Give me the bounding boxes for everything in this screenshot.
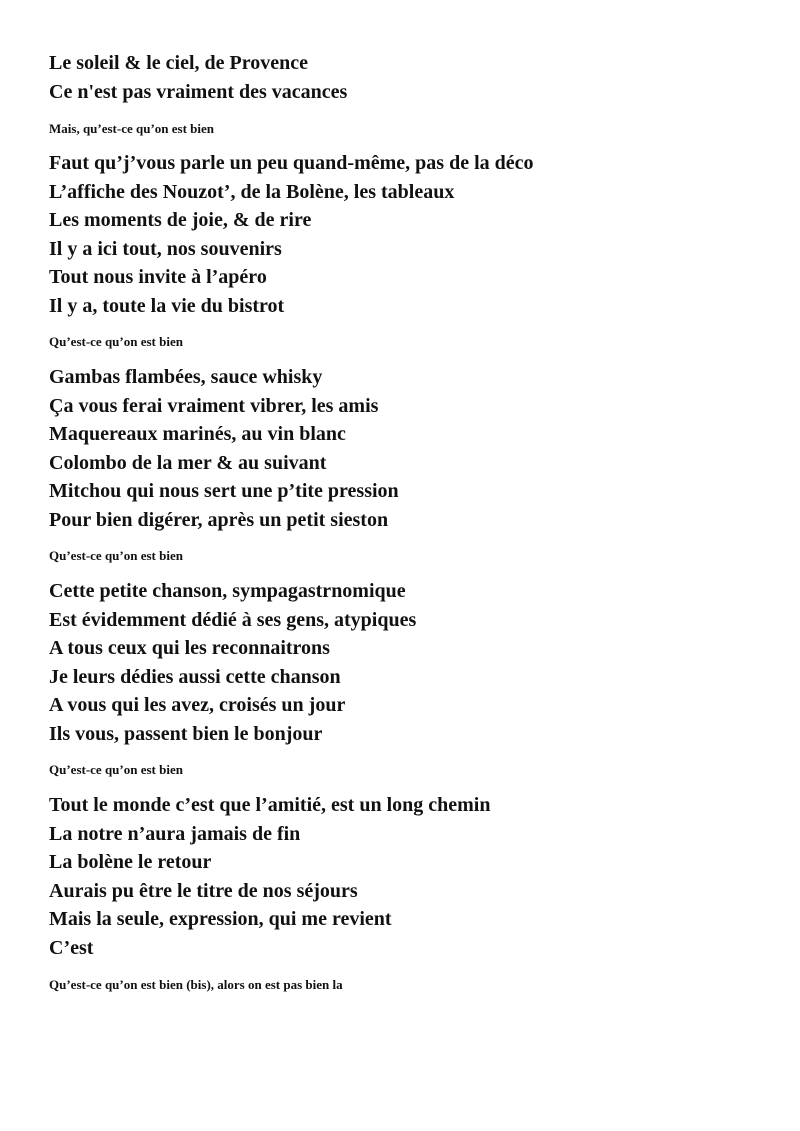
stanza-2 [49,149,769,320]
lyric-line: Le soleil & le ciel, de Provence [49,52,308,74]
refrain-line: Qu’est-ce qu’on est bien (bis), alors on est pas bien la [49,977,343,992]
lyric-line: Maquereaux marinés, au vin blanc [49,423,346,445]
lyric-line: Mitchou qui nous sert une p’tite pression [49,480,399,502]
lyric-line: A tous ceux qui les reconnaitrons [49,637,330,659]
lyric-line: Est évidemment dédié à ses gens, atypiques [49,608,417,631]
refrain-line: Mais, qu’est-ce qu’on est bien [49,121,215,136]
lyric-line: Aurais pu être le titre de nos séjours [49,879,358,902]
lyric-line: Tout nous invite à l’apéro [49,266,267,288]
lyric-line: Je leurs dédies aussi cette chanson [49,665,341,688]
lyric-line: Ce n'est pas vraiment des vacances [49,80,348,103]
stanza-3 [49,363,769,534]
lyric-line: Mais la seule, expression, qui me revient [49,908,392,930]
lyric-line: L’affiche des Nouzot’, de la Bolène, les tableaux [49,180,455,203]
stanza-5 [49,791,769,962]
lyrics-page [49,49,769,993]
lyric-line: Ça vous ferai vraiment vibrer, les amis [49,394,379,417]
lyric-line: C’est [49,936,94,959]
lyric-line: Cette petite chanson, sympagastrnomique [49,580,406,602]
stanza-1 [49,49,769,106]
lyric-line: Les moments de joie, & de rire [49,209,312,231]
lyric-line: Ils vous, passent bien le bonjour [49,722,323,745]
lyric-line: Faut qu’j’vous parle un peu quand-même, pas de la déco [49,152,534,174]
lyric-line: Il y a, toute la vie du bistrot [49,294,285,317]
stanza-4 [49,577,769,748]
refrain-line: Qu’est-ce qu’on est bien [49,334,183,349]
lyric-line: A vous qui les avez, croisés un jour [49,694,346,716]
refrain-line: Qu’est-ce qu’on est bien [49,548,183,563]
lyric-line: La notre n’aura jamais de fin [49,822,301,845]
lyric-line: Tout le monde c’est que l’amitié, est un long chemin [49,794,491,816]
lyric-line: Il y a ici tout, nos souvenirs [49,237,282,260]
lyric-line: Colombo de la mer & au suivant [49,451,327,474]
refrain-line: Qu’est-ce qu’on est bien [49,762,183,777]
lyric-line: La bolène le retour [49,851,212,873]
lyric-line: Pour bien digérer, après un petit sieston [49,508,389,531]
lyric-line: Gambas flambées, sauce whisky [49,366,323,388]
